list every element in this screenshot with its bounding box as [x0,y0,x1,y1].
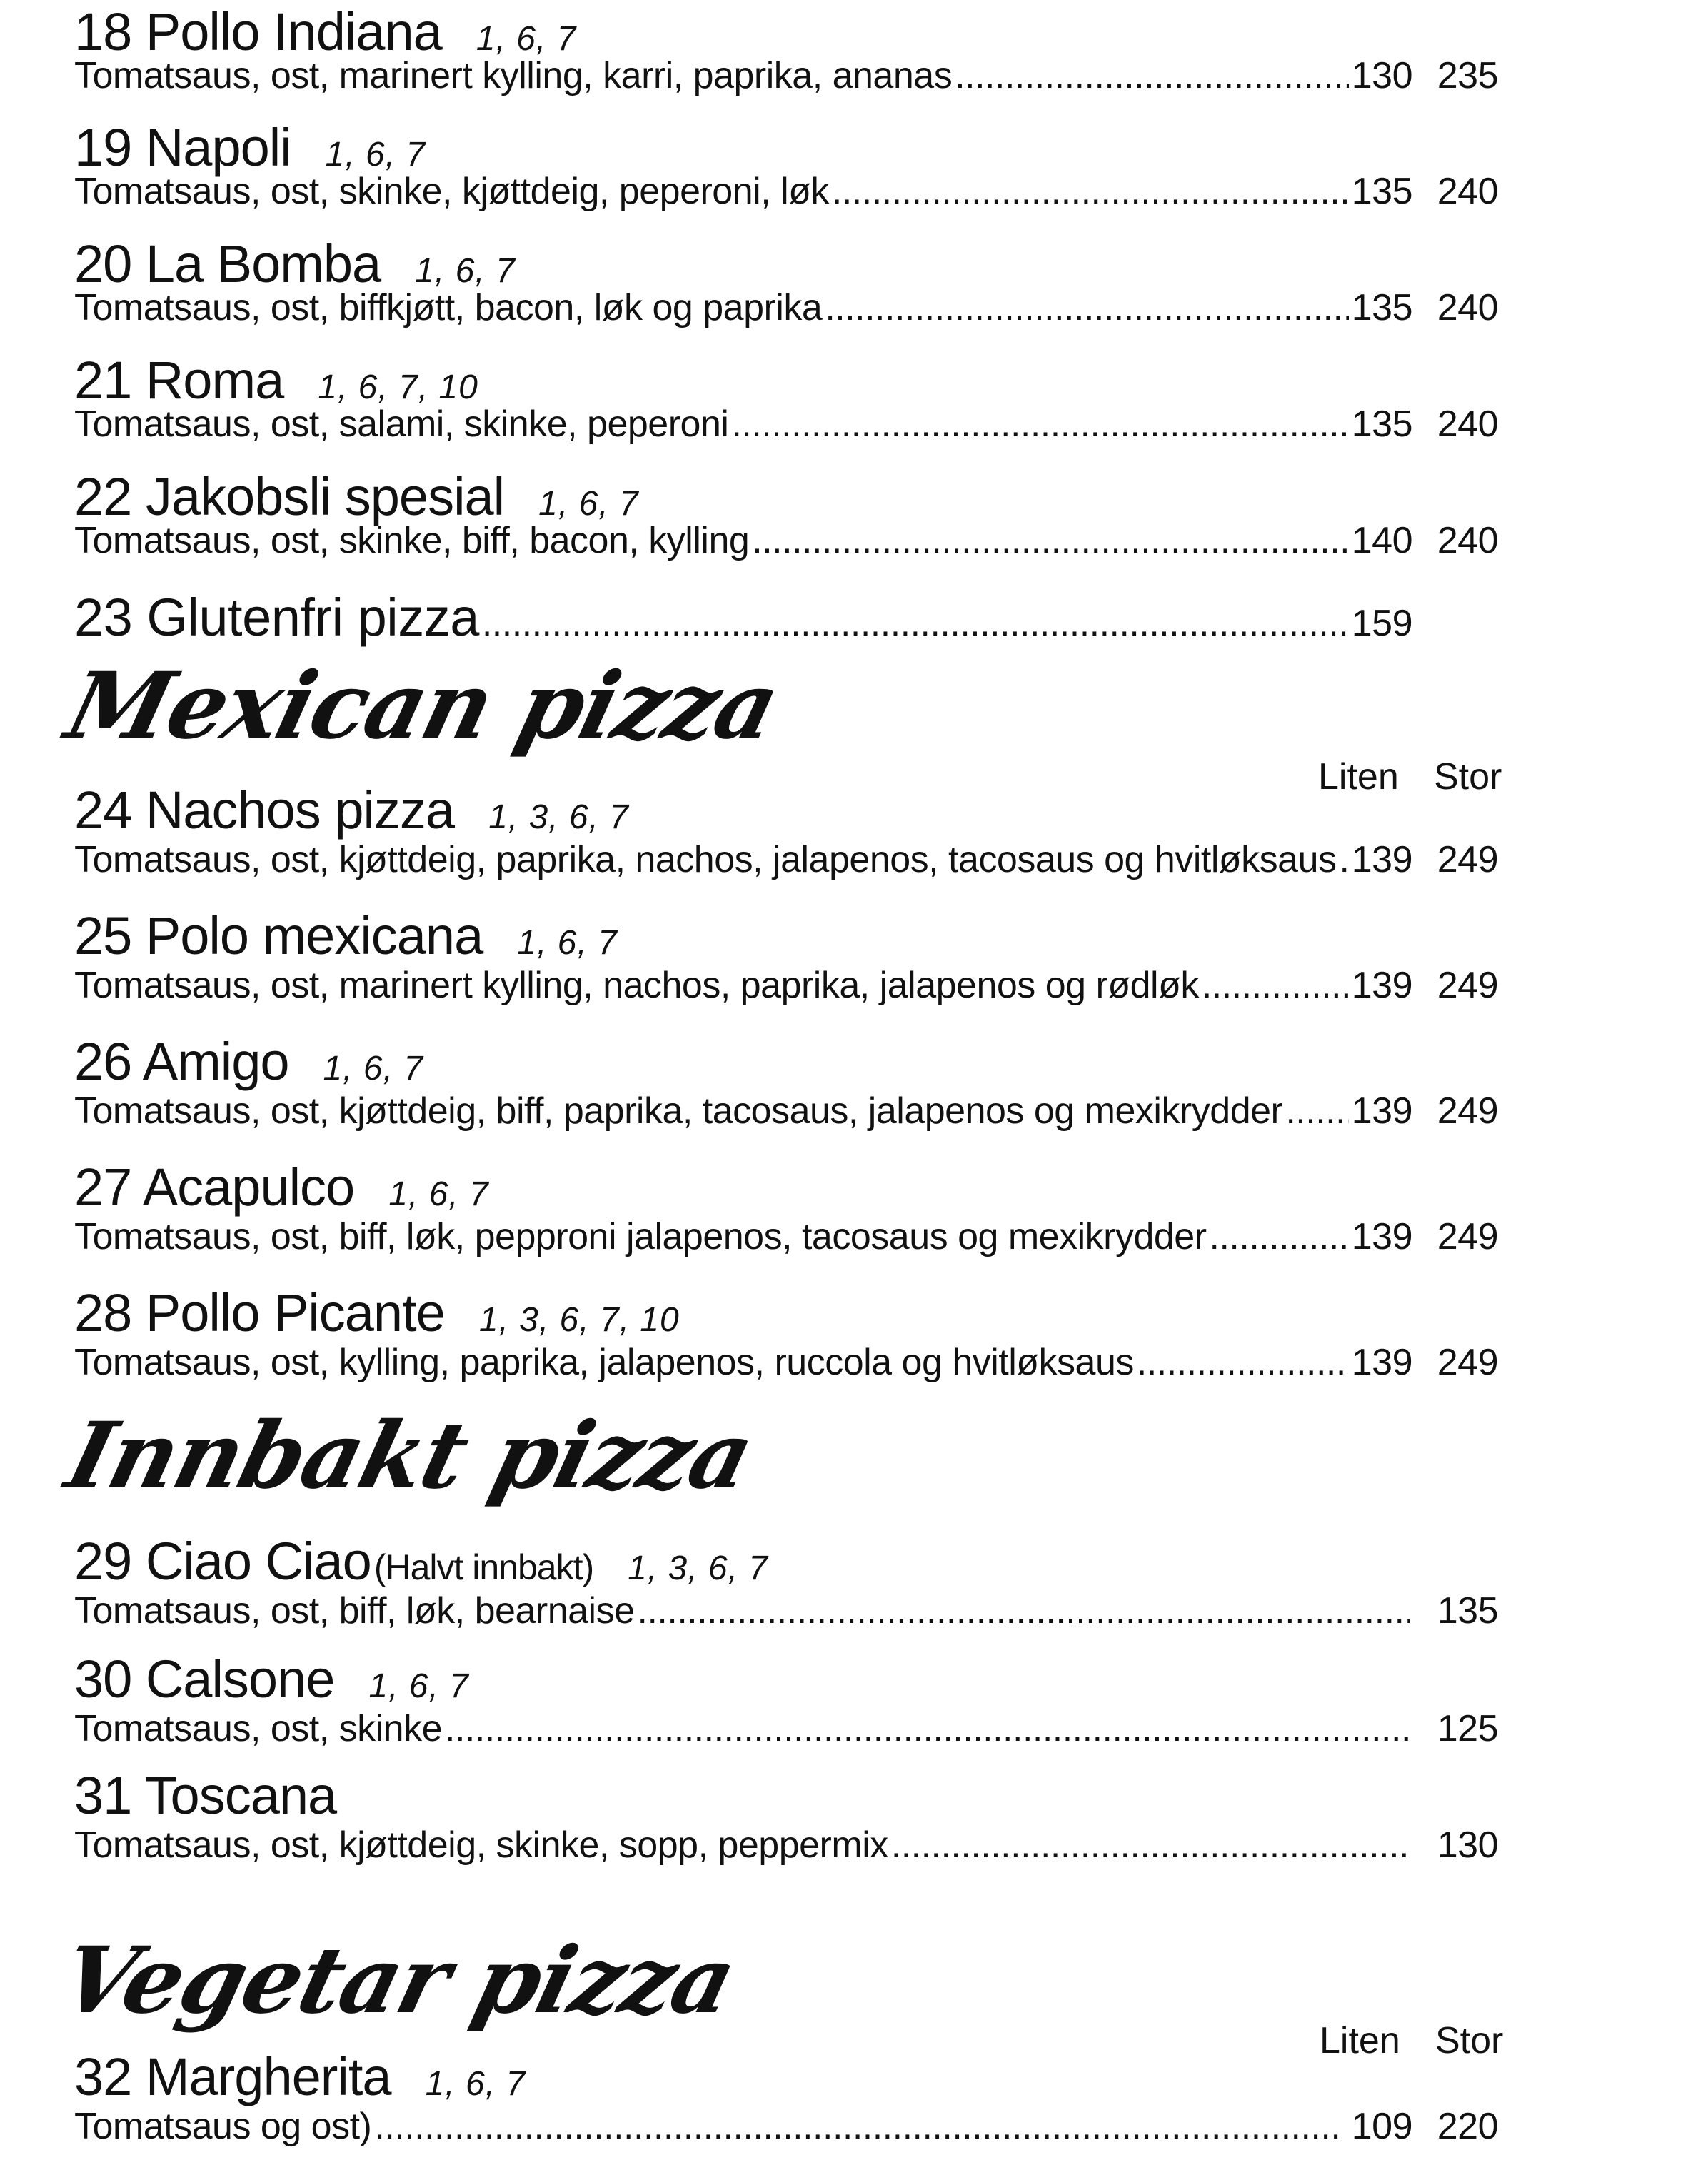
item-title: 21 Roma 1, 6, 7, 10 [74,351,478,410]
item-title: 30 Calsone 1, 6, 7 [74,1649,469,1709]
price-liten: 109 [1351,2106,1412,2147]
item-description-row: Tomatsaus, ost, biff, løk, bearnaise ..... 135 [74,1592,1498,1629]
dot-leader [1340,841,1349,878]
dot-leader [752,522,1348,559]
price: 135 [1437,1590,1498,1632]
item-description-row: Tomatsaus, ost, salami, skinke, peperoni ..... 135 240 [74,406,1498,443]
item-title: 25 Polo mexicana 1, 6, 7 [74,906,618,965]
price-stor: 220 [1437,2106,1498,2147]
price-liten: 139 [1351,839,1412,880]
price-liten: 135 [1351,171,1412,212]
dot-leader [374,2108,1338,2145]
dot-leader [731,406,1348,443]
allergen-codes: 1, 3, 6, 7 [628,1549,768,1587]
item-title: 19 Napoli 1, 6, 7 [74,118,426,177]
item-description-row: Tomatsaus, ost, kjøttdeig, skinke, sopp, peppermix ..... 130 [74,1827,1498,1864]
item-title: 24 Nachos pizza 1, 3, 6, 7 [74,780,629,840]
allergen-codes: 1, 3, 6, 7 [488,798,629,836]
item-title: 28 Pollo Picante 1, 3, 6, 7, 10 [74,1283,680,1342]
item-description-row: Tomatsaus, ost, marinert kylling, karri, paprika, ananas ..... 130 235 [74,57,1498,94]
allergen-codes: 1, 6, 7 [415,252,516,290]
item-description-row: Tomatsaus, ost, biffkjøtt, bacon, løk og paprika ..... 135 240 [74,289,1498,326]
item-description-row: Tomatsaus, ost, kylling, paprika, jalapenos, ruccola og hvitløksaus ..... 139 249 [74,1344,1498,1381]
price-liten: 139 [1351,1090,1412,1132]
column-header-stor: Stor [1434,756,1502,798]
item-title: 26 Amigo 1, 6, 7 [74,1032,423,1091]
dot-leader [891,1827,1410,1864]
allergen-codes: 1, 3, 6, 7, 10 [478,1301,680,1339]
allergen-codes: 1, 6, 7 [476,20,577,58]
price-stor: 240 [1437,520,1498,561]
item-title: 31 Toscana [74,1766,337,1825]
price-liten: 135 [1351,403,1412,445]
column-header-stor: Stor [1435,2020,1504,2061]
price-stor: 249 [1437,1216,1498,1257]
item-description-row: Tomatsaus, ost, skinke ..... 125 [74,1710,1498,1747]
dot-leader [955,57,1349,94]
item-note: (Halvt innbakt) [373,1547,594,1587]
allergen-codes: 1, 6, 7 [325,136,426,174]
price-stor: 249 [1437,1090,1498,1132]
item-title: 22 Jakobsli spesial 1, 6, 7 [74,467,639,526]
price-stor: 240 [1437,403,1498,445]
item-description-row: Tomatsaus og ost) ..... 109 220 [74,2108,1498,2145]
price-liten: 135 [1351,287,1412,328]
column-header-liten: Liten [1318,756,1399,798]
allergen-codes: 1, 6, 7 [368,1667,469,1705]
price: 130 [1437,1824,1498,1866]
item-description-row: Tomatsaus, ost, marinert kylling, nachos, paprika, jalapenos og rødløk ..... 139 249 [74,967,1498,1004]
price-liten: 139 [1351,1216,1412,1257]
price-liten: 139 [1351,1342,1412,1383]
price-stor: 249 [1437,1342,1498,1383]
item-title: 23 Glutenfri pizza [74,588,479,647]
item-title: 32 Margherita 1, 6, 7 [74,2047,526,2106]
item-description-row: Tomatsaus, ost, biff, løk, peppronі jalapenos, tacosaus og mexikrydder ..... 139 249 [74,1218,1498,1255]
price-liten: 140 [1351,520,1412,561]
dot-leader [1137,1344,1349,1381]
allergen-codes: 1, 6, 7, 10 [318,368,478,406]
price-stor: 249 [1437,839,1498,880]
section-heading-innbakt: Innbakt pizza [56,1402,763,1510]
price-stor: 240 [1437,171,1498,212]
price-liten: 130 [1351,55,1412,96]
dot-leader [482,605,1349,642]
price-stor: 249 [1437,965,1498,1006]
dot-leader [1210,1218,1349,1255]
section-heading-vegetar: Vegetar pizza [51,1927,745,2034]
item-title: 27 Acapulco 1, 6, 7 [74,1157,489,1217]
dot-leader [445,1710,1410,1747]
price: 125 [1437,1708,1498,1749]
item-title: 20 La Bomba 1, 6, 7 [74,234,516,293]
price: 159 [1351,603,1412,644]
allergen-codes: 1, 6, 7 [538,485,639,523]
allergen-codes: 1, 6, 7 [425,2065,526,2103]
dot-leader [825,289,1348,326]
item-title: 18 Pollo Indiana 1, 6, 7 [74,2,577,61]
item-description-row: Tomatsaus, ost, skinke, biff, bacon, kylling ..... 140 240 [74,522,1498,559]
column-header-liten: Liten [1320,2020,1400,2061]
item-description-row: Tomatsaus, ost, kjøttdeig, biff, paprika, tacosaus, jalapenos og mexikrydder ..... 139 249 [74,1092,1498,1130]
price-stor: 235 [1437,55,1498,96]
allergen-codes: 1, 6, 7 [517,924,618,962]
item-description-row: Tomatsaus, ost, kjøttdeig, paprika, nachos, jalapenos, tacosaus og hvitløksaus ..... 139 249 [74,841,1498,878]
price-liten: 139 [1351,965,1412,1006]
item-title: 29 Ciao Ciao(Halvt innbakt) 1, 3, 6, 7 [74,1532,768,1591]
dot-leader [1285,1092,1348,1130]
dot-leader [638,1592,1410,1629]
item-title-row [74,588,1412,647]
allergen-codes: 1, 6, 7 [388,1175,489,1213]
allergen-codes: 1, 6, 7 [323,1050,423,1087]
item-description-row: Tomatsaus, ost, skinke, kjøttdeig, peperoni, løk ..... 135 240 [74,173,1498,210]
dot-leader [1202,967,1349,1004]
dot-leader [832,173,1349,210]
price-stor: 240 [1437,287,1498,328]
section-heading-mexican: Mexican pizza [56,653,788,760]
